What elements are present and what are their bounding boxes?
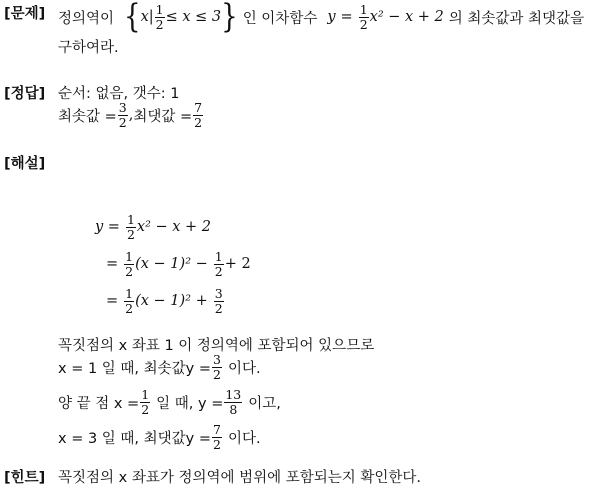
explain-max-lead: x = 3 일 때, 최댓값y = (58, 430, 211, 447)
deriv3-num2: 3 (214, 285, 223, 301)
explain-max-tail: 이다. (227, 430, 261, 447)
deriv3-eq: = (106, 293, 119, 309)
deriv1-num: 1 (126, 211, 135, 227)
explain-min-lead: x = 1 일 때, 최솟값y = (58, 360, 211, 377)
deriv2-num2: 1 (214, 248, 223, 264)
answer-min-num: 3 (118, 99, 127, 115)
answer-max-label: 최댓값 = (133, 108, 193, 125)
set-bar: | (148, 9, 154, 25)
deriv3-den: 2 (125, 300, 134, 316)
problem-mid-text: 인 이차함수 (242, 10, 318, 27)
explain-max-line (58, 420, 261, 454)
explain-max-fraction (212, 423, 222, 452)
explain-min-den: 2 (213, 366, 221, 382)
hint-label: [힌트] (4, 470, 46, 486)
answer-max-fraction (193, 101, 203, 130)
hint-text: 꼭짓점의 x 좌표가 정의역에 범위에 포함되는지 확인한다. (58, 470, 422, 486)
explain-endpoint-tail: 이고, (248, 395, 281, 412)
answer-sep: , (128, 107, 134, 123)
set-inequality: ≤ x ≤ 3 (165, 9, 222, 25)
explain-endpoint-line (58, 385, 281, 419)
explain-endpoint-mid: 일 때, y = (156, 395, 224, 412)
explanation-label: [해설] (4, 156, 46, 172)
deriv2-rest: + 2 (224, 256, 251, 272)
derivation-line-1 (95, 210, 211, 244)
fn-den: 2 (359, 16, 368, 32)
answer-min-fraction (118, 101, 128, 130)
problem-line-2: 구하여라. (58, 40, 119, 56)
fn-eq: = (340, 9, 353, 25)
half-fraction (155, 3, 165, 32)
deriv3-mid: (x − 1)² + (135, 293, 208, 309)
set-var: x (140, 9, 149, 25)
deriv2-num: 1 (125, 248, 134, 264)
problem-domain-lead: 정의역이 (58, 10, 115, 27)
deriv2-den2: 2 (214, 263, 223, 279)
explain-endpoint-num2: 13 (225, 386, 242, 402)
deriv1-lhs: y = (95, 219, 120, 235)
deriv3-num: 1 (125, 285, 134, 301)
answer-line-2 (58, 98, 204, 132)
explain-endpoint-fraction-2 (224, 388, 242, 417)
derivation-line-3 (106, 284, 225, 318)
fn-y: y (327, 9, 336, 25)
answer-max-num: 7 (194, 99, 203, 115)
explain-endpoint-den2: 8 (229, 401, 238, 417)
deriv2-eq: = (106, 256, 119, 272)
deriv3-den2: 2 (214, 300, 223, 316)
explain-max-num: 7 (213, 421, 221, 437)
explain-vertex-line: 꼭짓점의 x 좌표 1 이 정의역에 포함되어 있으므로 (58, 338, 375, 354)
deriv2-fraction-2 (214, 250, 224, 279)
set-close-brace: } (221, 0, 238, 36)
answer-label: [정답] (4, 86, 46, 102)
half-den: 2 (155, 16, 164, 32)
fn-num: 1 (359, 1, 368, 17)
answer-max-den: 2 (194, 114, 203, 130)
explain-min-line (58, 350, 261, 384)
explain-endpoint-den: 2 (141, 401, 150, 417)
explain-endpoint-num: 1 (141, 386, 150, 402)
problem-end-text: 의 최솟값과 최댓값을 (448, 10, 585, 27)
fn-fraction (359, 3, 369, 32)
answer-order-count: 순서: 없음, 갯수: 1 (58, 86, 180, 102)
set-open-brace: { (124, 0, 141, 36)
deriv3-fraction-2 (214, 287, 224, 316)
deriv1-rest: x² − x + 2 (136, 219, 212, 235)
explain-min-tail: 이다. (227, 360, 261, 377)
answer-min-label: 최솟값 = (58, 108, 117, 125)
deriv2-den: 2 (125, 263, 134, 279)
deriv1-den: 2 (126, 226, 135, 242)
fn-tail: x² − x + 2 (369, 9, 444, 25)
explain-min-num: 3 (213, 351, 221, 367)
derivation-line-2 (106, 247, 251, 281)
problem-line-1 (58, 0, 584, 34)
deriv3-fraction (124, 287, 134, 316)
deriv2-mid: (x − 1)² − (135, 256, 208, 272)
explain-min-fraction (212, 353, 222, 382)
answer-min-den: 2 (118, 114, 127, 130)
deriv2-fraction (124, 250, 134, 279)
explain-endpoint-lead: 양 끝 점 x = (58, 395, 140, 412)
explain-endpoint-fraction (140, 388, 150, 417)
problem-label: [문제] (4, 6, 46, 22)
half-num: 1 (155, 1, 164, 17)
explain-max-den: 2 (213, 436, 221, 452)
deriv1-fraction (126, 213, 136, 242)
